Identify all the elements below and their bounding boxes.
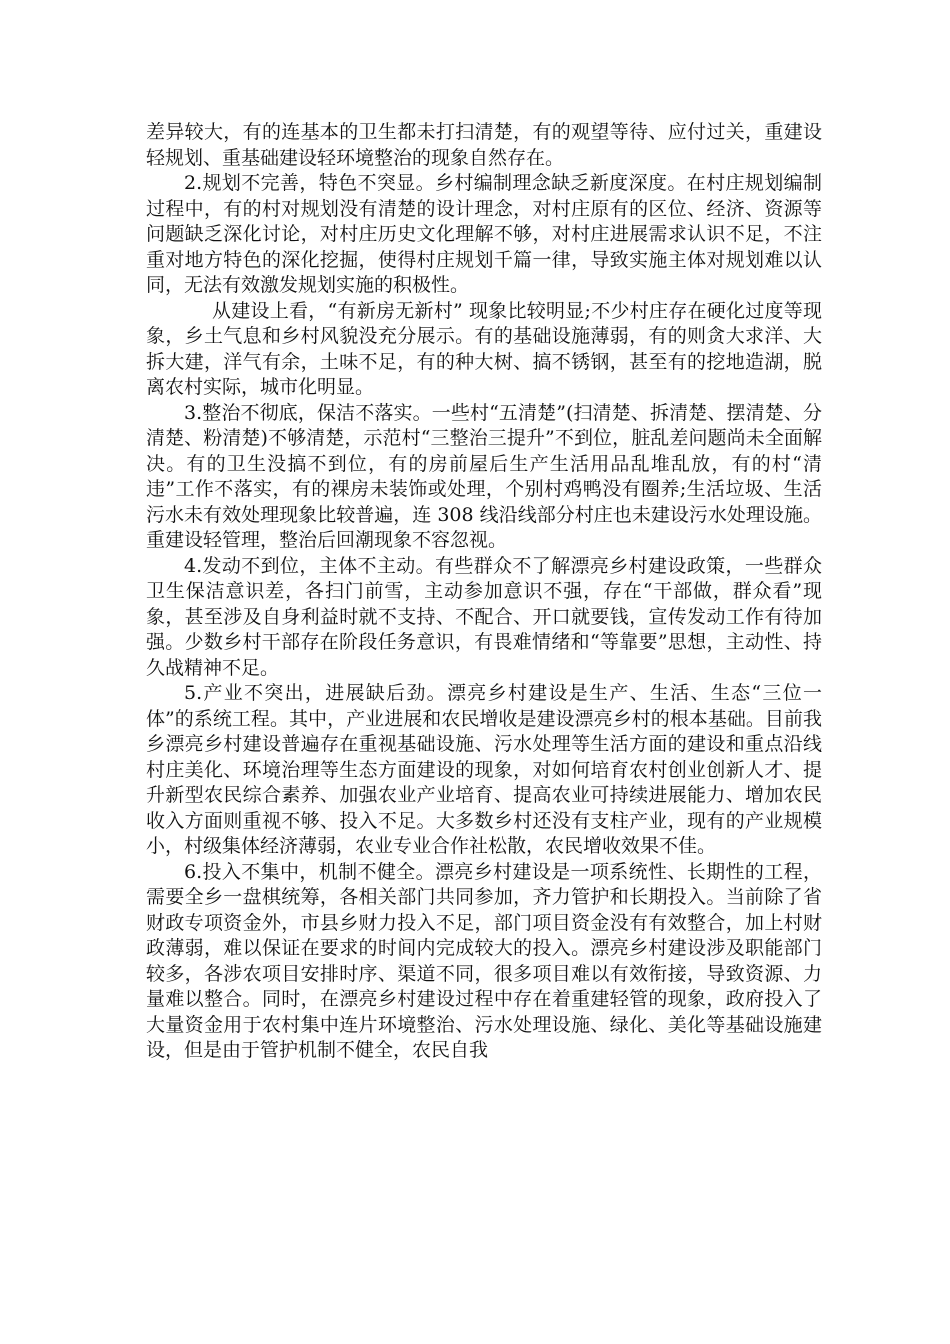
paragraph-point-2: 2.规划不完善，特色不突显。乡村编制理念缺乏新度深度。在村庄规划编制过程中，有的村对规划没有清楚的设计理念，对村庄原有的区位、经济、资源等问题缺乏深化讨论，对村庄历史文化理解不够，对村庄进展需求认识不足，不注重对地方特色的深化挖掘，使得村庄规划千篇一律，导致实施主体对规划难以认同，无法有效激发规划实施的积极性。 — [146, 172, 822, 296]
paragraph-point-4: 4.发动不到位，主体不主动。有些群众不了解漂亮乡村建设政策，一些群众卫生保洁意识差，各扫门前雪，主动参加意识不强，存在“干部做，群众看”现象，甚至涉及自身利益时就不支持、不配合、开口就要钱，宣传发动工作有待加强。少数乡村干部存在阶段任务意识，有畏难情绪和“等靠要”思想，主动性、持久战精神不足。 — [146, 554, 822, 679]
paragraph-point-6: 6.投入不集中，机制不健全。漂亮乡村建设是一项系统性、长期性的工程，需要全乡一盘棋统筹，各相关部门共同参加，齐力管护和长期投入。当前除了省财政专项资金外，市县乡财力投入不足，部门项目资金没有有效整合，加上村财政薄弱，难以保证在要求的时间内完成较大的投入。漂亮乡村建设涉及职能部门较多，各涉农项目安排时序、渠道不同，很多项目难以有效衔接，导致资源、力量难以整合。同时，在漂亮乡村建设过程中存在着重建轻管的现象，政府投入了大量资金用于农村集中连片环境整治、污水处理设施、绿化、美化等基础设施建设，但是由于管护机制不健全，农民自我 — [146, 860, 822, 1061]
paragraph-construction-view: 从建设上看，“有新房无新村” 现象比较明显;不少村庄存在硬化过度等现象，乡土气息和乡村风貌没充分展示。有的基础设施薄弱，有的则贪大求洋、大拆大建，洋气有余，土味不足，有的种大树、搞不锈钢，甚至有的挖地造湖，脱离农村实际，城市化明显。 — [146, 299, 822, 398]
paragraph-point-5: 5.产业不突出，进展缺后劲。漂亮乡村建设是生产、生活、生态“三位一体”的系统工程。其中，产业进展和农民增收是建设漂亮乡村的根本基础。目前我乡漂亮乡村建设普遍存在重视基础设施、污水处理等生活方面的建设和重点沿线村庄美化、环境治理等生态方面建设的现象，对如何培育农村创业创新人才、提升新型农民综合素养、加强农业产业培育、提高农业可持续进展能力、增加农民收入方面则重视不够、投入不足。大多数乡村还没有支柱产业，现有的产业规模小，村级集体经济薄弱，农业专业合作社松散，农民增收效果不佳。 — [146, 682, 822, 857]
paragraph-continuation: 差异较大，有的连基本的卫生都未打扫清楚，有的观望等待、应付过关，重建设轻规划、重基础建设轻环境整治的现象自然存在。 — [146, 121, 822, 169]
document-body — [146, 120, 822, 1064]
paragraph-point-3: 3.整治不彻底，保洁不落实。一些村“五清楚”(扫清楚、拆清楚、摆清楚、分清楚、粉清楚)不够清楚，示范村“三整治三提升”不到位，脏乱差问题尚未全面解决。有的卫生没搞不到位，有的房前屋后生产生活用品乱堆乱放，有的村“清违”工作不落实，有的裸房未装饰或处理，个别村鸡鸭没有圈养;生活垃圾、生活污水未有效处理现象比较普遍，连 308 线沿线部分村庄也未建设污水处理设施。重建设轻管理，整治后回潮现象不容忽视。 — [146, 401, 822, 551]
